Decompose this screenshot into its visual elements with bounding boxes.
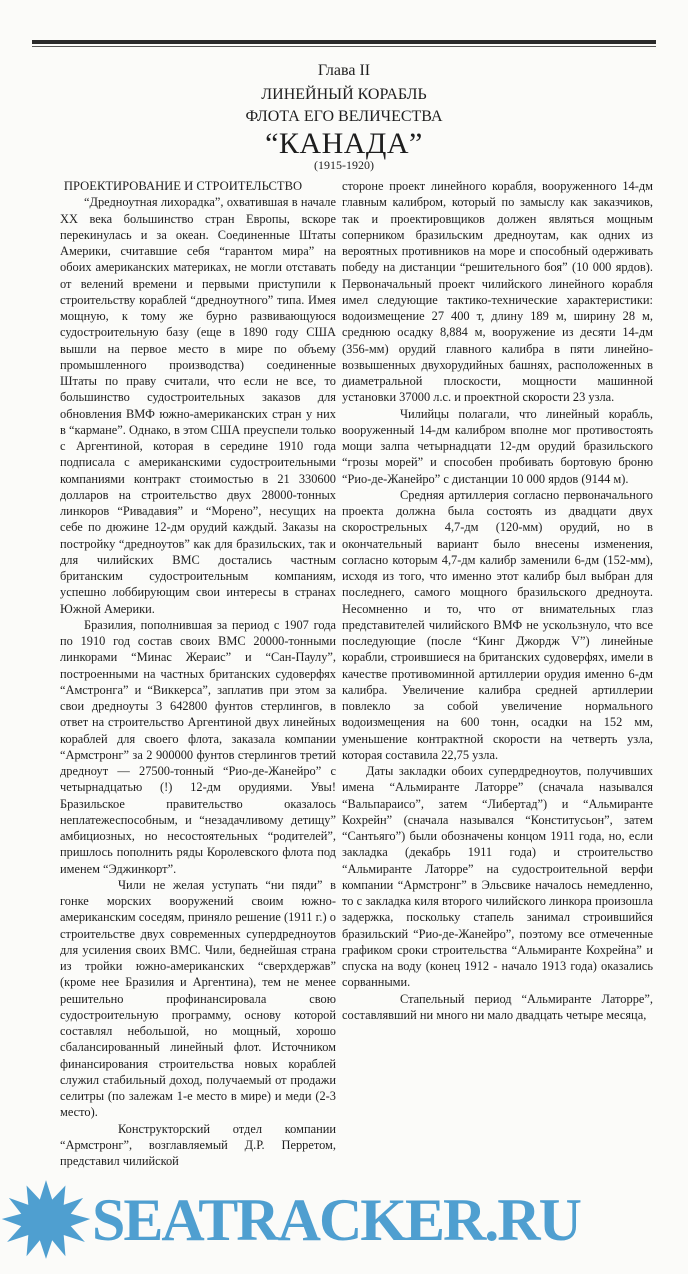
header-rule-thin	[32, 46, 656, 47]
left-text-column	[60, 178, 336, 1169]
chapter-label: Глава II	[317, 62, 371, 79]
paragraph: “Дредноутная лихорадка”, охватившая в начале XX века большинство стран Европы, вскоре перекинулась и за океан. Соединенные Штаты Америки, считавшие себя “гарантом мира” на обоих американских материках, не могли отставать от велений времени и первыми приступили к строительству кораблей “дредноутного” типа. Имея мощную, к тому же бурно развивающуюся судостроительную базу (еще в 1890 году США вышли на первое место в мире по объему промышленного производства) соединенные Штаты по праву считали, что если не все, то большинство судостроительных заказов для обновления ВМФ южно-американских стран у них в “кармане”. Однако, в этом США преуспели только с Аргентиной, которая в середине 1910 года подписала с американскими судостроительными компаниями контракт стоимостью в 21 330600 долларов на строительство двух 28000-тонных линкоров “Ривадавия” и “Морено”, несущих на себе по дюжине 12-дм орудий каждый. Заказы на постройку “дредноутов” как для бразильских, так и для чилийских ВМС достались частным британским судостроительным компаниям, успешно лоббирующим свои интересы в странах Южной Америки.	[60, 195, 336, 616]
chapter-title-line-1: ЛИНЕЙНЫЙ КОРАБЛЬ	[261, 86, 427, 103]
section-heading: ПРОЕКТИРОВАНИЕ И СТРОИТЕЛЬСТВО	[63, 179, 303, 193]
ship-name-title: “КАНАДА”	[265, 127, 423, 160]
chapter-title-line-2: ФЛОТА ЕГО ВЕЛИЧЕСТВА	[245, 108, 443, 125]
paragraph: Чили не желая уступать “ни пяди” в гонке морских вооружений своим южно-американским соседям, приняло решение (1911 г.) о строительстве двух современных супердредноутов для усиления своих ВМС. Чили, беднейшая страна из тройки южно-американских “сверхдержав” (кроме нее Бразилия и Аргентина), тем не менее решительно профинансировала свою судостроительную программу, основу которой составлял небольшой, но мощный, хорошо сбалансированный линейный флот. Источником финансирования строительства новых кораблей служил стабильный доход, получаемый от продажи селитры (по залежам 1-е место в мире) и меди (2-3 место).	[60, 877, 336, 1120]
paragraph: стороне проект линейного корабля, вооруженного 14-дм главным калибром, который по замыслу как заказчиков, так и проектировщиков должен являться мощным соперником бразильским дредноутам, как одних из вероятных противников на море и способный одерживать победу на дистанции “решительного боя” (10 000 ярдов). Первоначальный проект чилийского линейного корабля имел следующие тактико-технические характеристики: водоизмещение 27 400 т, длину 189 м, ширину 28 м, среднюю осадку 8,884 м, вооружение из десяти 14-дм (356-мм) орудий главного калибра в пяти линейно-возвышенных двухорудийных башнях, расположенных в диаметральной плоскости, мощности машинной установки 37000 л.с. и проектной скорости 23 узла.	[342, 179, 653, 405]
paragraph: Конструкторский отдел компании “Армстронг”, возглавляемый Д.Р. Перретом, представил чилийской	[60, 1121, 336, 1168]
paragraph: Даты закладки обоих супердредноутов, получивших имена “Альмиранте Латорре” (сначала назывался “Вальпараисо”, затем “Либертад”) и “Альмиранте Кохрейн” (сначала назывался “Конститусьон”, затем “Сантьяго”) были обозначены концом 1911 года, но, если закладка (декабрь 1911 года) и строительство “Альмиранте Латорре” на судостроительной верфи компании “Армстронг” в Эльсвике началось немедленно, то с закладка киля второго чилийского линкора произошла задержка, поскольку стапель занимал строившийся бразильский “Рио-де-Жанейро”, поэтому все отмеченные графиком сроки строительства “Альмиранте Кохрейна” и спуска на воду (конец 1912 - начало 1913 года) оказались сорванными.	[342, 764, 653, 990]
two-column-text	[0, 178, 688, 1169]
paragraph: Чилийцы полагали, что линейный корабль, вооруженный 14-дм калибром вполне мог противостоять мощи залпа четырнадцати 12-дм орудий бразильского “грозы морей” и способен пробивать бортовую броню “Рио-де-Жанейро” с дистанции 10 000 ярдов (9144 м).	[342, 406, 653, 486]
right-text-column	[342, 178, 653, 1169]
watermark-starburst-icon	[0, 1175, 92, 1264]
years-subtitle: (1915-1920)	[314, 158, 374, 172]
paragraph: Бразилия, пополнившая за период с 1907 года по 1910 год состав своих ВМС 20000-тонными линкорами “Минас Жераис” и “Сан-Паулу”, построенными на частных британских судоверфях “Амстронга” и “Виккерса”, заплатив при этом за свои дредноуты 3 642800 фунтов стерлингов, в ответ на строительство Аргентиной двух линейных кораблей для своего флота, заказала компании “Армстронг” за 2 900000 фунтов стерлингов третий дредноут — 27500-тонный “Рио-де-Жанейро” с четырнадцатью (!) 12-дм орудиями. Увы! Бразильское правительство оказалось неплатежеспособным, и “незадачливому детищу” амбициозных, но несостоятельных “родителей”, пришлось пополнить ряды Королевского флота под именем “Эджинкорт”.	[60, 617, 336, 876]
watermark-text: SEATRACKER.RU	[92, 1186, 580, 1253]
watermark	[0, 1169, 688, 1274]
starburst-shape	[2, 1180, 90, 1259]
paragraph: Стапельный период “Альмиранте Латорре”, составлявший ни много ни мало двадцать четыре месяца,	[342, 991, 653, 1022]
header-rule-thick	[32, 40, 656, 44]
paragraph: Средняя артиллерия согласно первоначального проекта должна была состоять из двадцати двух скорострельных 4,7-дм (120-мм) орудий, но в окончательный вариант было внесены изменения, согласно которым 4,7-дм калибр заменили 6-дм (152-мм), исходя из того, что именно этот калибр был выбран для последнего, самого мощного бразильского дредноута. Несомненно и то, что от внимательных глаз представителей чилийского ВМФ не ускользнуло, что все последующие (после “Кинг Джордж V”) линейные корабли, строившиеся на британских судоверфях, имели в качестве противоминной артиллерии орудия именно 6-дм калибра. Увеличение калибра средней артиллерии повлекло за собой увеличение нормального водоизмещения на 600 тонн, осадки на 152 мм, уменьшение контрактной скорости на четверть узла, которая составила 22,75 узла.	[342, 487, 653, 762]
